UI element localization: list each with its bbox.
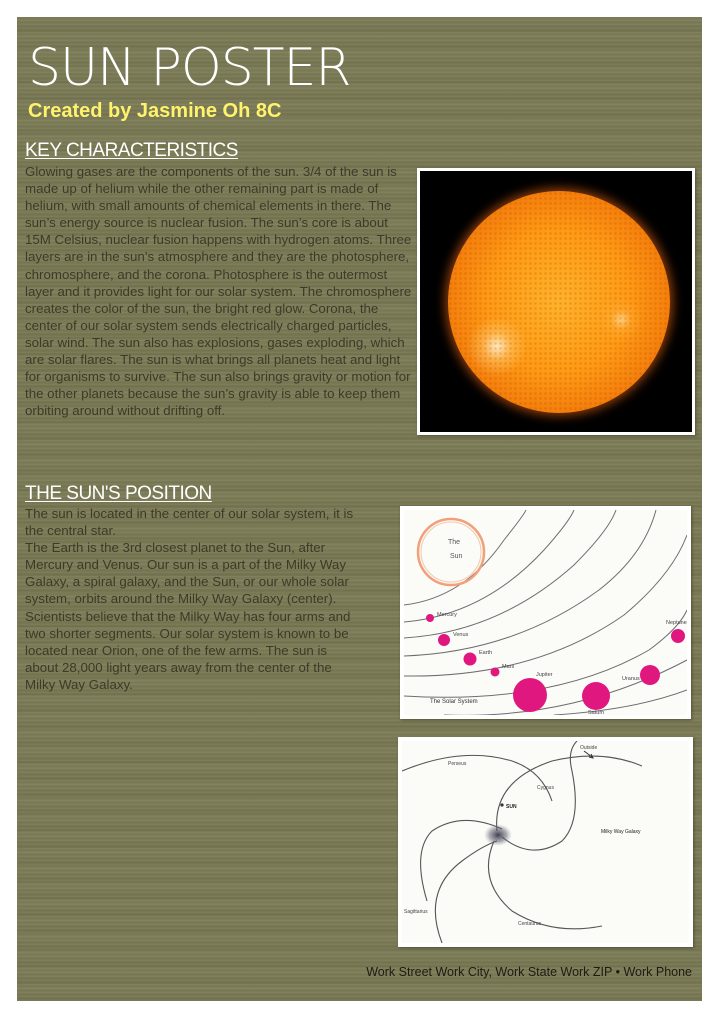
sun-surface-texture: [448, 191, 670, 413]
planet-label-mars: Mars: [502, 664, 515, 670]
galaxy-label-outside: Outside: [580, 745, 598, 751]
section-heading-key-characteristics: KEY CHARACTERISTICS: [25, 140, 238, 161]
section-body-key-characteristics: Glowing gases are the components of the sun. 3/4 of the sun is made up of helium while the other remaining part is made of helium, with small amounts of chemical elements in there. The sun’s energy source is nuclear fusion. The sun’s core is about 15M Celsius, nuclear fusion happens with hydrogen atoms. Three layers are in the sun’s atmosphere and they are the photosphere, chromosphere, and the corona. Photosphere is the outermost layer and it provides light for our solar system. The chromosphere creates the color of the sun, the bright red glow. Corona, the center of our solar system sends electrically charged particles, solar wind. The sun also has explosions, gases exploding, which are solar flares. The sun is what brings all planets heat and light for organisms to survive. The sun also brings gravity or motion for the other planets because the sun’s gravity is able to keep them orbiting around without drifting off.: [25, 164, 412, 419]
planet-label-venus: Venus: [453, 632, 469, 638]
planet-mars: [491, 668, 500, 677]
section-heading-suns-position: THE SUN'S POSITION: [25, 483, 212, 504]
milky-way-drawing: [398, 737, 693, 947]
solar-system-drawing: [400, 506, 691, 719]
galaxy-label-perseus: Perseus: [448, 761, 467, 767]
planet-saturn: [582, 682, 610, 710]
planet-label-saturn: Saturn: [588, 710, 605, 715]
planet-label-mercury: Mercury: [437, 612, 457, 618]
planet-earth: [464, 653, 477, 666]
galaxy-label-sagittarius: Sagittarius: [404, 909, 428, 915]
planet-venus: [438, 634, 450, 646]
poster-author: Created by Jasmine Oh 8C: [28, 100, 282, 122]
planet-jupiter: [513, 678, 547, 712]
milky-way-sketch: [402, 741, 689, 943]
solar-system-caption: The Solar System: [430, 699, 478, 705]
galaxy-label-sun: SUN: [506, 804, 517, 810]
galaxy-label-milky-way: Milky Way Galaxy: [601, 829, 641, 835]
sun-marker: [500, 803, 503, 806]
planet-mercury: [426, 614, 434, 622]
planet-neptune: [671, 629, 685, 643]
sun-photo-background: [420, 171, 692, 432]
sun-photo: [417, 168, 695, 435]
galaxy-label-cygnus: Cygnus: [537, 785, 554, 791]
poster: [17, 17, 702, 1001]
poster-title: SUN POSTER: [28, 38, 351, 98]
planet-label-jupiter: Jupiter: [536, 672, 553, 678]
footer-contact: Work Street Work City, Work State Work ZIP • Work Phone: [366, 965, 692, 979]
galaxy-core: [484, 824, 512, 846]
planet-label-uranus: Uranus: [622, 676, 640, 682]
section-body-suns-position: The sun is located in the center of our solar system, it is the central star. The Earth is the 3rd closest planet to the Sun, after Mercury and Venus. Our sun is a part of the Milky Way Galaxy, a spiral galaxy, and the Sun, or our whole solar system, orbits around the Milky Way Galaxy (center). Scientists believe that the Milky Way has four arms and two shorter segments. Our solar system is known to be located near Orion, one of the few arms. The sun is about 28,000 light years away from the center of the Milky Way Galaxy.: [25, 506, 354, 692]
planet-label-earth: Earth: [479, 650, 493, 656]
planet-uranus: [640, 665, 660, 685]
galaxy-label-centaurus: Centaurus: [518, 921, 542, 927]
solar-system-sketch: [404, 510, 687, 715]
sun-label-the: The: [448, 539, 461, 546]
planet-label-neptune: Neptune: [666, 620, 687, 626]
sun-label-sun: Sun: [450, 553, 463, 560]
